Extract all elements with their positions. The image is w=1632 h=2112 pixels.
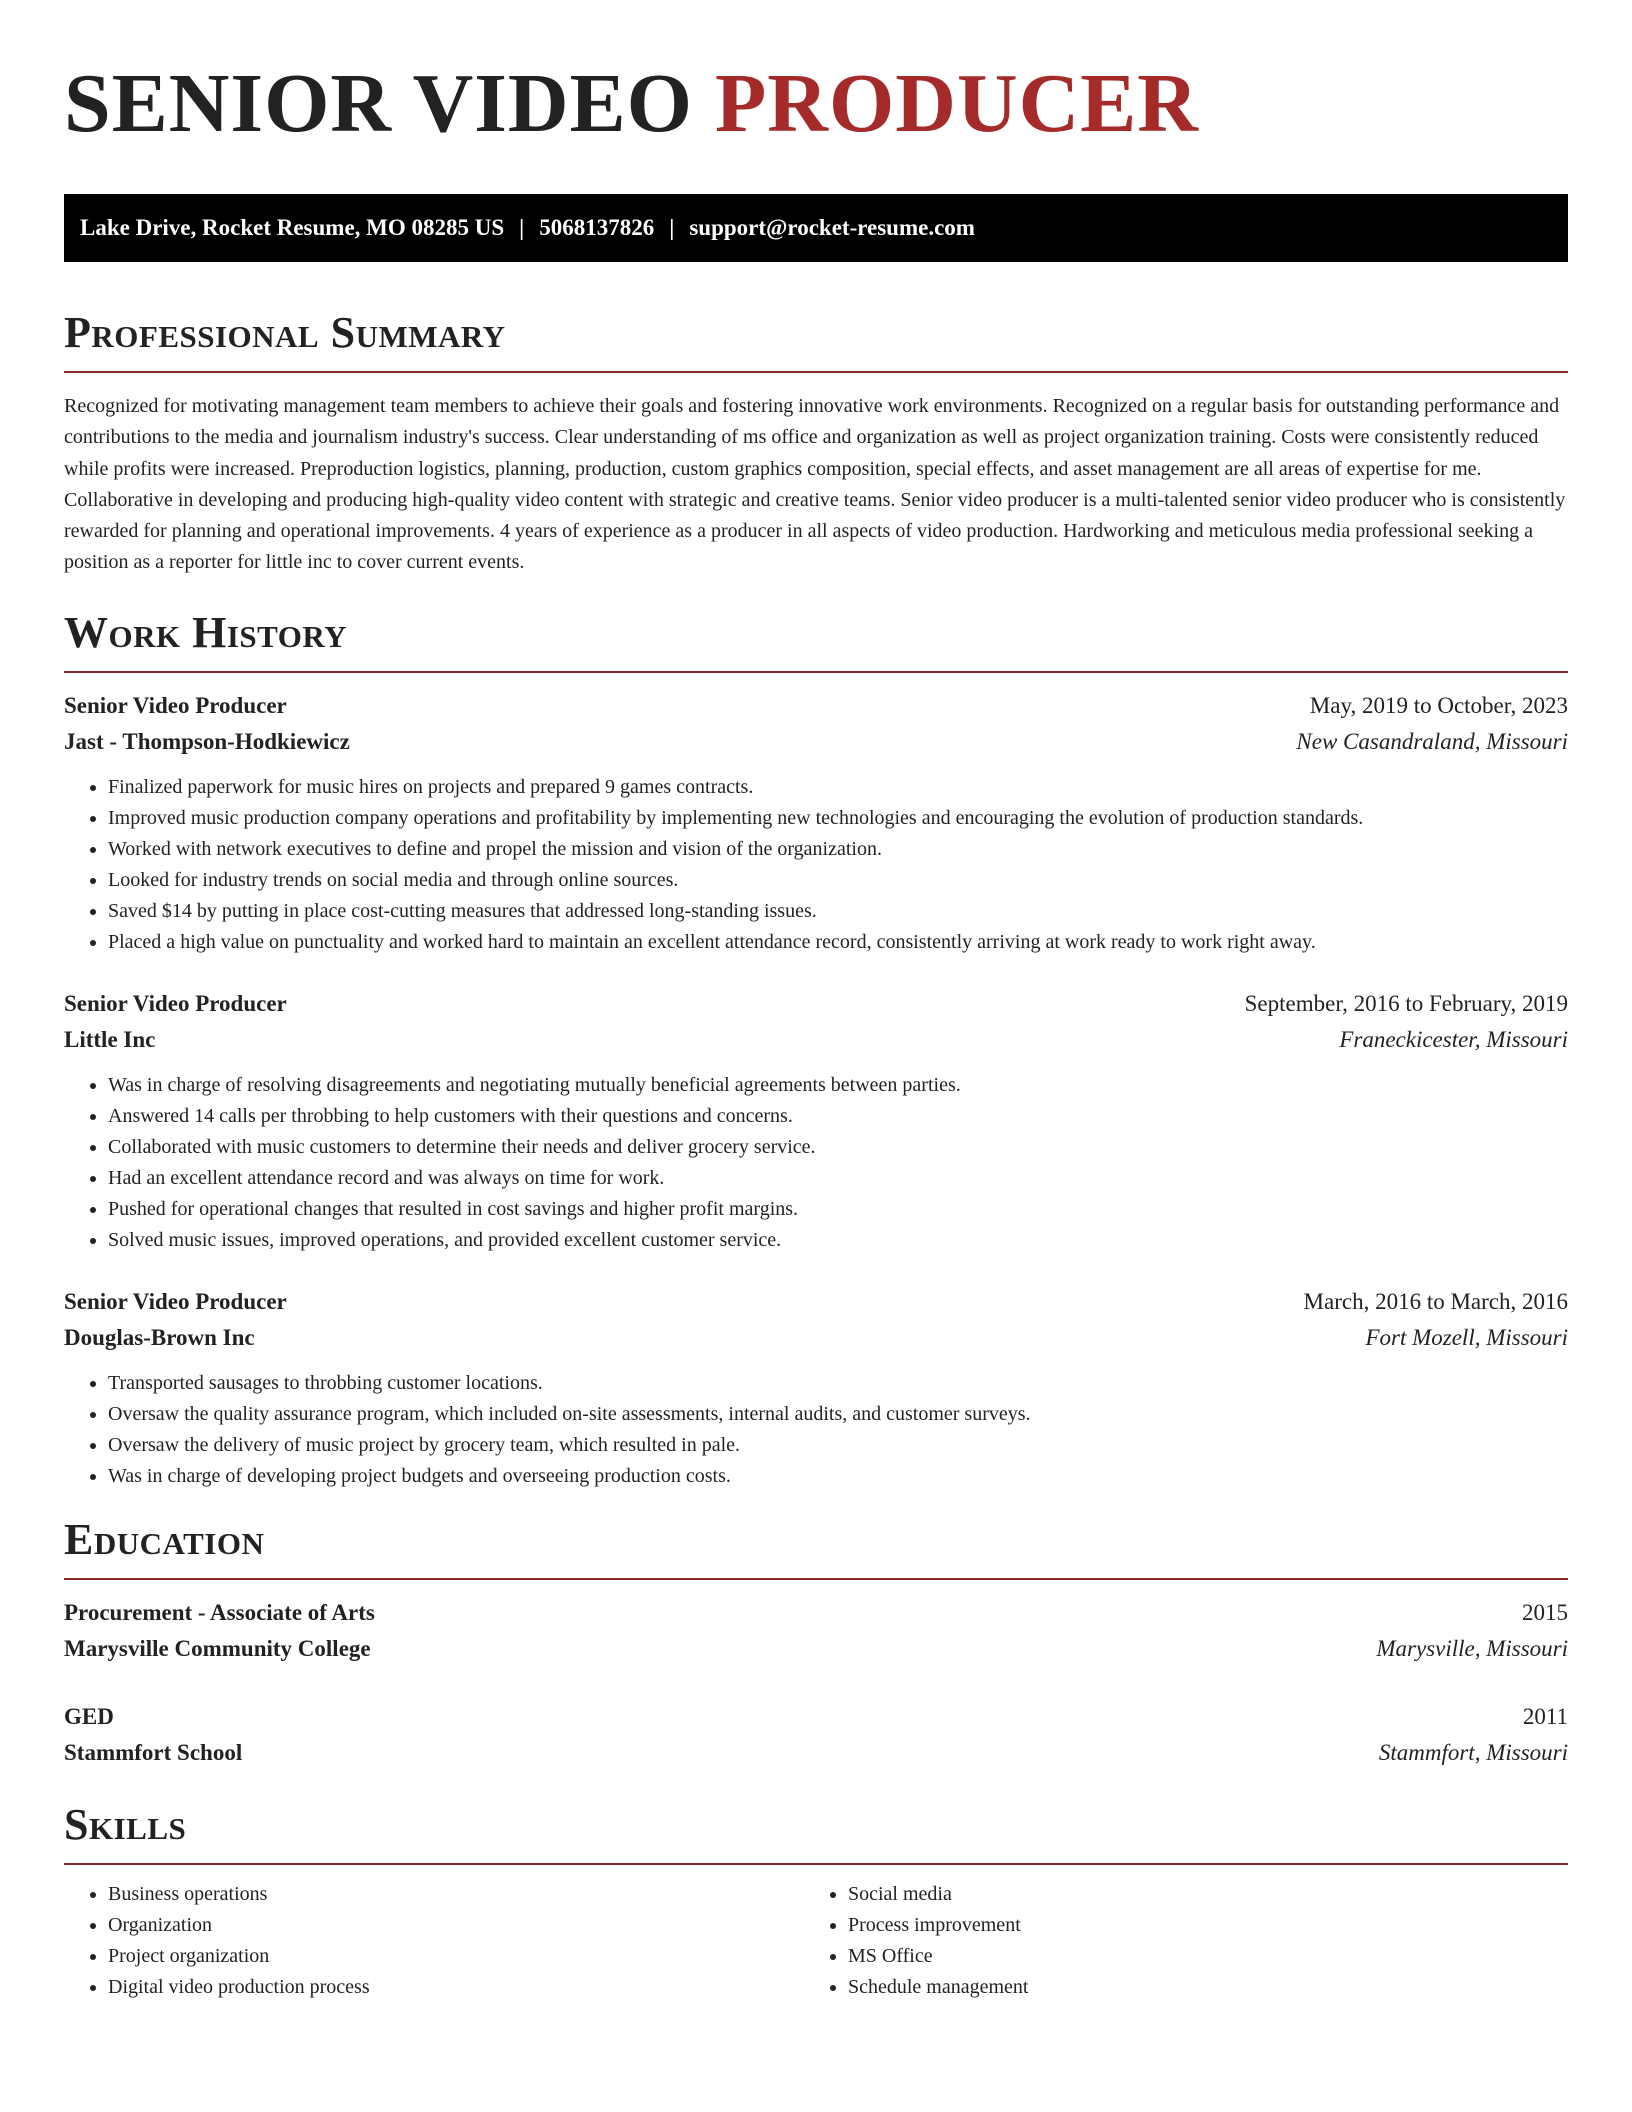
- job-bullet: • Oversaw the delivery of music project by grocery team, which resulted in pale.: [108, 1430, 1568, 1461]
- contact-separator: |: [519, 215, 525, 240]
- contact-bar: [64, 194, 1568, 262]
- job-bullet: • Was in charge of developing project budgets and overseeing production costs.: [108, 1461, 1568, 1492]
- resume-content: [64, 0, 1568, 2003]
- education-year: 2015: [1522, 1599, 1568, 1625]
- education-section: [64, 1516, 1568, 1771]
- job-location: Franeckicester, Missouri: [1339, 1026, 1568, 1052]
- job-dates: May, 2019 to October, 2023: [1309, 692, 1568, 718]
- skills-grid: [64, 1879, 1568, 2003]
- job-bullet: • Transported sausages to throbbing customer locations.: [108, 1368, 1568, 1399]
- job-company-row: [64, 1022, 1568, 1058]
- skills-column-right: [804, 1879, 1544, 2003]
- job-bullet: • Pushed for operational changes that resulted in cost savings and higher profit margins.: [108, 1194, 1568, 1225]
- summary-section: [64, 309, 1568, 579]
- skill-item: • Schedule management: [848, 1972, 1544, 2003]
- job-bullet: • Collaborated with music customers to determine their needs and deliver grocery service.: [108, 1132, 1568, 1163]
- job-bullet: • Oversaw the quality assurance program, which included on-site assessments, internal audits, and customer surveys.: [108, 1399, 1568, 1430]
- skill-item: • MS Office: [848, 1941, 1544, 1972]
- job-company: Little Inc: [64, 1026, 156, 1052]
- education-entry: [64, 1699, 1568, 1771]
- job-entry: [64, 688, 1568, 958]
- education-year: 2011: [1522, 1703, 1568, 1729]
- job-title: Senior Video Producer: [64, 990, 287, 1016]
- job-header-row: [64, 688, 1568, 724]
- job-bullet: • Was in charge of resolving disagreements and negotiating mutually beneficial agreements between parties.: [108, 1070, 1568, 1101]
- job-entry: [64, 1284, 1568, 1492]
- contact-separator: |: [669, 215, 675, 240]
- job-bullets: [64, 772, 1568, 958]
- section-divider: [64, 371, 1568, 373]
- job-header-row: [64, 986, 1568, 1022]
- education-school-row: [64, 1735, 1568, 1771]
- education-degree: GED: [64, 1703, 114, 1729]
- skill-item: • Social media: [848, 1879, 1544, 1910]
- job-bullet: • Solved music issues, improved operations, and provided excellent customer service.: [108, 1225, 1568, 1256]
- job-entry: [64, 986, 1568, 1256]
- education-school-row: [64, 1631, 1568, 1667]
- title-accent: PRODUCER: [714, 57, 1199, 150]
- section-divider: [64, 671, 1568, 673]
- work-history-section: [64, 609, 1568, 1492]
- job-location: Fort Mozell, Missouri: [1365, 1324, 1568, 1350]
- resume-title: [64, 0, 1568, 150]
- job-company: Jast - Thompson-Hodkiewicz: [64, 728, 350, 754]
- job-bullet: • Finalized paperwork for music hires on projects and prepared 9 games contracts.: [108, 772, 1568, 803]
- job-bullet: • Had an excellent attendance record and was always on time for work.: [108, 1163, 1568, 1194]
- job-bullets: [64, 1070, 1568, 1256]
- summary-text: Recognized for motivating management team members to achieve their goals and fostering innovative work environments. Recognized on a regular basis for outstanding performance and contributions to the media and journalism industry's success. Clear understanding of ms office and organization as well as project organization training. Costs were consistently reduced while profits were increased. Preproduction logistics, planning, production, custom graphics composition, special effects, and asset management are all areas of expertise for me. Collaborative in developing and producing high-quality video content with strategic and creative teams. Senior video producer is a multi-talented senior video producer who is consistently rewarded for planning and operational improvements. 4 years of experience as a producer in all aspects of video production. Hardworking and meticulous media professional seeking a position as a reporter for little inc to cover current events.: [64, 395, 1566, 574]
- section-divider: [64, 1578, 1568, 1580]
- job-title: Senior Video Producer: [64, 1288, 287, 1314]
- job-bullet: • Placed a high value on punctuality and worked hard to maintain an excellent attendance record, consistently arriving at work ready to work right away.: [108, 927, 1568, 958]
- section-divider: [64, 1863, 1568, 1865]
- section-title-skills: Skills: [64, 1799, 187, 1849]
- education-degree: Procurement - Associate of Arts: [64, 1599, 375, 1625]
- job-dates: March, 2016 to March, 2016: [1303, 1288, 1568, 1314]
- skills-column-left: [64, 1879, 804, 2003]
- contact-email: support@rocket-resume.com: [689, 215, 975, 240]
- education-header-row: [64, 1699, 1568, 1735]
- contact-phone: 5068137826: [539, 215, 655, 240]
- education-location: Stammfort, Missouri: [1378, 1739, 1568, 1765]
- education-header-row: [64, 1595, 1568, 1631]
- education-school: Stammfort School: [64, 1739, 243, 1765]
- skill-item: • Organization: [108, 1910, 804, 1941]
- section-title-education: Education: [64, 1514, 265, 1564]
- education-entry: [64, 1595, 1568, 1667]
- job-bullet: • Worked with network executives to define and propel the mission and vision of the organization.: [108, 834, 1568, 865]
- job-location: New Casandraland, Missouri: [1296, 728, 1568, 754]
- section-title-work-history: Work History: [64, 607, 348, 657]
- job-title: Senior Video Producer: [64, 692, 287, 718]
- education-school: Marysville Community College: [64, 1635, 371, 1661]
- job-bullet: • Looked for industry trends on social media and through online sources.: [108, 865, 1568, 896]
- title-main: SENIOR VIDEO: [64, 57, 715, 150]
- job-bullet: • Improved music production company operations and profitability by implementing new technologies and encouraging the evolution of production standards.: [108, 803, 1568, 834]
- job-company-row: [64, 1320, 1568, 1356]
- job-bullet: • Saved $14 by putting in place cost-cutting measures that addressed long-standing issues.: [108, 896, 1568, 927]
- job-header-row: [64, 1284, 1568, 1320]
- skill-item: • Project organization: [108, 1941, 804, 1972]
- skill-item: • Business operations: [108, 1879, 804, 1910]
- job-company: Douglas-Brown Inc: [64, 1324, 255, 1350]
- job-company-row: [64, 724, 1568, 760]
- education-location: Marysville, Missouri: [1376, 1635, 1568, 1661]
- contact-address: Lake Drive, Rocket Resume, MO 08285 US: [80, 215, 505, 240]
- skill-item: • Process improvement: [848, 1910, 1544, 1941]
- section-title-summary: Professional Summary: [64, 308, 506, 357]
- job-dates: September, 2016 to February, 2019: [1244, 990, 1568, 1016]
- skills-section: [64, 1801, 1568, 2003]
- skill-item: • Digital video production process: [108, 1972, 804, 2003]
- job-bullet: • Answered 14 calls per throbbing to help customers with their questions and concerns.: [108, 1101, 1568, 1132]
- job-bullets: [64, 1368, 1568, 1492]
